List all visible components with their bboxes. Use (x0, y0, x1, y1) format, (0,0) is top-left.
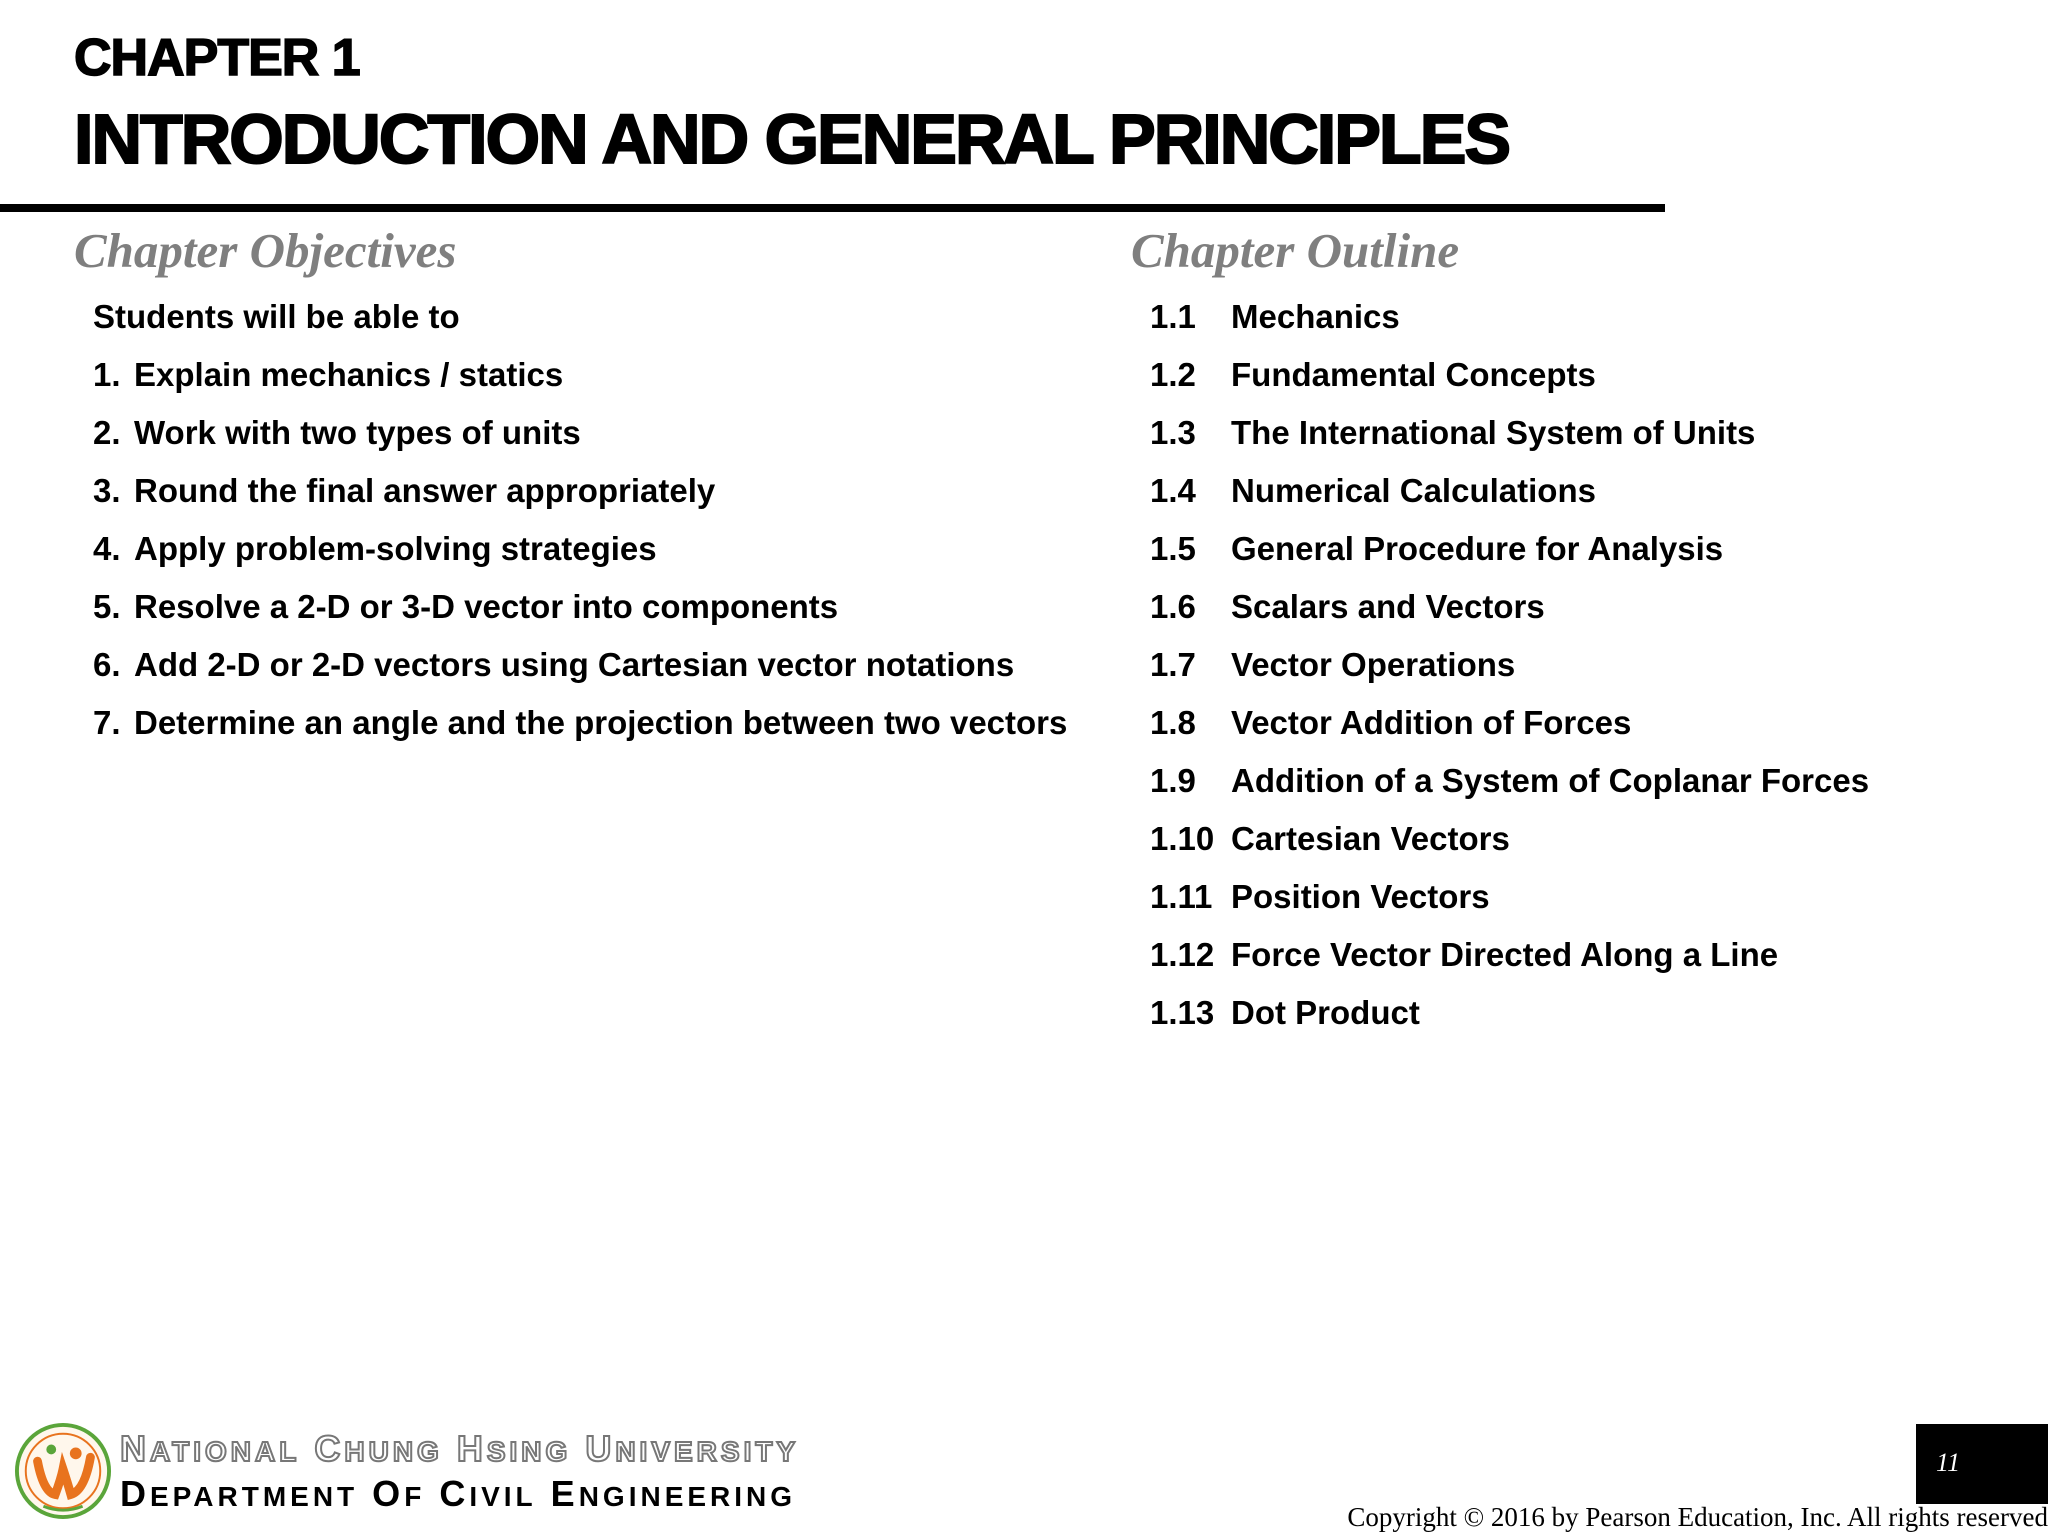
page-number: 11 (1936, 1448, 1961, 1477)
objective-item (93, 694, 1067, 752)
outline-item (1150, 520, 1869, 578)
objective-item (93, 520, 1067, 578)
outline-item (1150, 694, 1869, 752)
outline-text: Numerical Calculations (1231, 472, 1596, 509)
outline-text: Vector Operations (1231, 646, 1516, 683)
outline-number: 1.10 (1150, 820, 1215, 857)
outline-text: Fundamental Concepts (1231, 356, 1596, 393)
objective-number: 3. (93, 472, 121, 509)
outline-number: 1.6 (1150, 588, 1196, 625)
outline-number: 1.8 (1150, 704, 1196, 741)
title-divider (0, 204, 1665, 212)
outline-item (1150, 810, 1869, 868)
objective-text: Round the final answer appropriately (134, 472, 716, 509)
outline-text: The International System of Units (1231, 414, 1756, 451)
outline-item (1150, 636, 1869, 694)
objective-number: 7. (93, 704, 121, 741)
outline-text: Vector Addition of Forces (1231, 704, 1632, 741)
outline-number: 1.5 (1150, 530, 1196, 567)
copyright-notice: Copyright © 2016 by Pearson Education, Inc. All rights reserved (1347, 1502, 2048, 1532)
outline-item (1150, 462, 1869, 520)
university-name: NATIONAL CHUNG HSING UNIVERSITY (120, 1428, 800, 1469)
objectives-list (93, 288, 1067, 752)
outline-item (1150, 752, 1869, 810)
outline-item (1150, 288, 1869, 346)
objective-item (93, 404, 1067, 462)
outline-text: Cartesian Vectors (1231, 820, 1510, 857)
outline-text: Mechanics (1231, 298, 1400, 335)
outline-list (1150, 288, 1869, 1042)
objective-text: Work with two types of units (134, 414, 581, 451)
outline-number: 1.9 (1150, 762, 1196, 799)
objective-text: Resolve a 2-D or 3-D vector into components (134, 588, 839, 625)
outline-item (1150, 868, 1869, 926)
outline-heading: Chapter Outline (1131, 223, 1460, 278)
chapter-title: INTRODUCTION AND GENERAL PRINCIPLES (74, 100, 1510, 178)
objective-number: 2. (93, 414, 121, 451)
outline-text: Scalars and Vectors (1231, 588, 1545, 625)
objective-text: Apply problem-solving strategies (134, 530, 657, 567)
outline-item (1150, 926, 1869, 984)
outline-number: 1.11 (1150, 878, 1213, 915)
objective-item (93, 578, 1067, 636)
objective-number: 4. (93, 530, 121, 567)
outline-text: Force Vector Directed Along a Line (1231, 936, 1779, 973)
objective-number: 1. (93, 356, 121, 393)
outline-number: 1.7 (1150, 646, 1196, 683)
objective-text: Determine an angle and the projection between two vectors (134, 704, 1068, 741)
chapter-label: CHAPTER 1 (74, 29, 360, 87)
outline-item (1150, 578, 1869, 636)
outline-number: 1.3 (1150, 414, 1196, 451)
outline-number: 1.12 (1150, 936, 1215, 973)
objectives-intro: Students will be able to (93, 298, 460, 335)
outline-number: 1.13 (1150, 994, 1215, 1031)
objective-text: Explain mechanics / statics (134, 356, 564, 393)
department-name: DEPARTMENT OF CIVIL ENGINEERING (120, 1473, 797, 1514)
outline-text: General Procedure for Analysis (1231, 530, 1724, 567)
objective-item (93, 346, 1067, 404)
objective-number: 6. (93, 646, 121, 683)
outline-number: 1.4 (1150, 472, 1196, 509)
objective-text: Add 2-D or 2-D vectors using Cartesian vector notations (134, 646, 1015, 683)
outline-item (1150, 404, 1869, 462)
objective-number: 5. (93, 588, 121, 625)
outline-number: 1.2 (1150, 356, 1196, 393)
outline-text: Addition of a System of Coplanar Forces (1231, 762, 1870, 799)
outline-number: 1.1 (1150, 298, 1196, 335)
outline-item (1150, 346, 1869, 404)
objectives-heading: Chapter Objectives (74, 223, 457, 278)
objective-item (93, 462, 1067, 520)
objective-item (93, 636, 1067, 694)
outline-item (1150, 984, 1869, 1042)
university-logo-icon (14, 1422, 112, 1520)
outline-text: Dot Product (1231, 994, 1420, 1031)
outline-text: Position Vectors (1231, 878, 1490, 915)
